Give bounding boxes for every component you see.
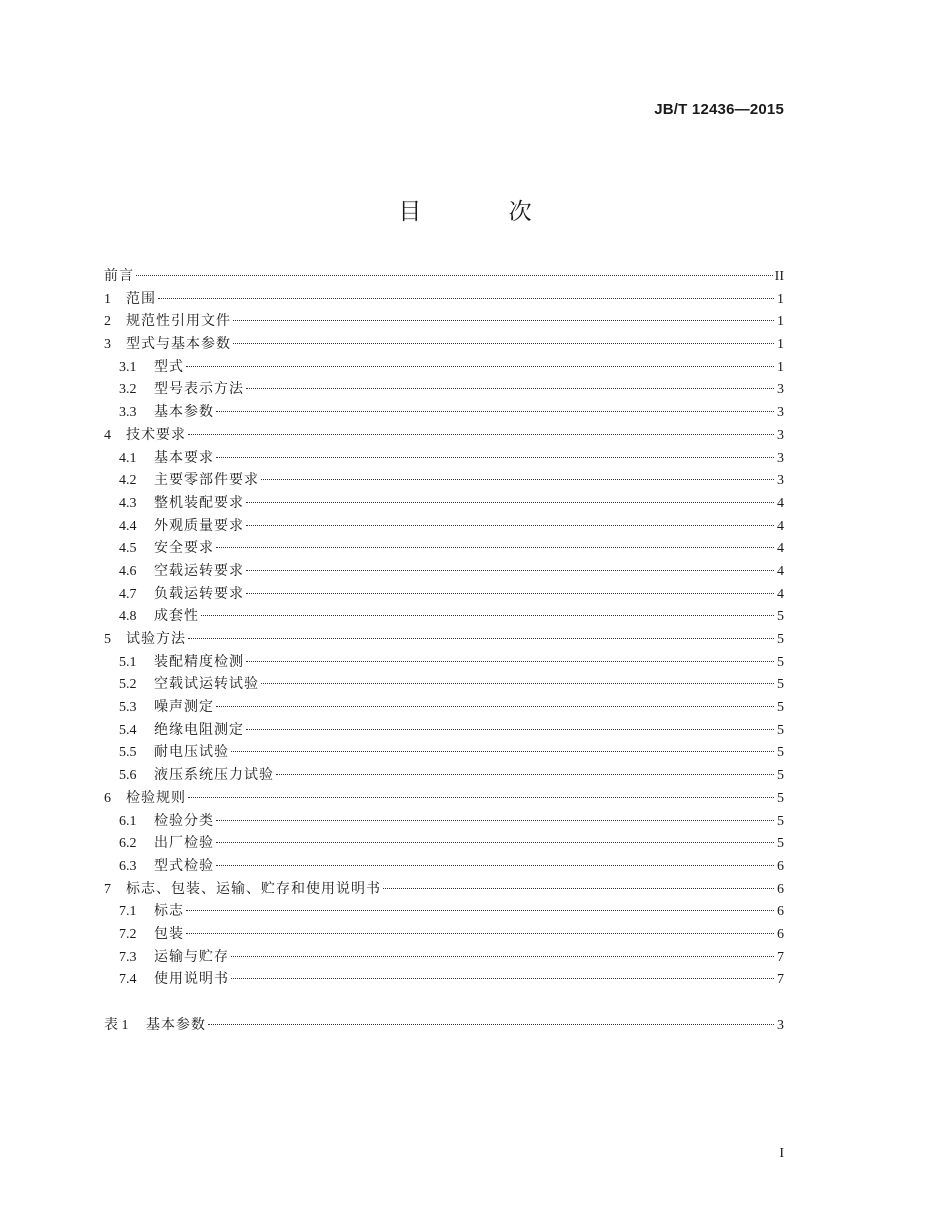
toc-entry[interactable] bbox=[104, 515, 784, 538]
toc-entry-page: 6 bbox=[777, 904, 784, 920]
toc-entry-label: 基本参数 bbox=[146, 1017, 206, 1033]
toc-entry-page: 1 bbox=[777, 337, 784, 353]
toc-entry-page: 1 bbox=[777, 291, 784, 307]
toc-entry-number: 6 bbox=[104, 790, 111, 806]
dot-leader bbox=[188, 637, 774, 639]
toc-entry-number: 4 bbox=[104, 427, 111, 443]
dot-leader bbox=[246, 387, 774, 389]
toc-entry-label: 装配精度检测 bbox=[154, 653, 244, 670]
toc-entry[interactable] bbox=[104, 560, 784, 583]
toc-entry-page: 7 bbox=[777, 949, 784, 965]
dot-leader bbox=[136, 274, 773, 276]
toc-entry-label: 试验方法 bbox=[126, 631, 186, 647]
toc-entry-label: 运输与贮存 bbox=[154, 948, 229, 965]
dot-leader bbox=[216, 841, 774, 843]
toc-entry-number: 5.5 bbox=[119, 745, 137, 761]
toc-entry-page: 4 bbox=[777, 495, 784, 511]
dot-leader bbox=[276, 773, 774, 775]
toc-entry-page: 5 bbox=[777, 677, 784, 693]
dot-leader bbox=[246, 592, 774, 594]
toc-entry[interactable] bbox=[104, 741, 784, 764]
toc-entry[interactable] bbox=[104, 628, 784, 651]
toc-entry-label: 型号表示方法 bbox=[154, 381, 244, 398]
dot-leader bbox=[261, 478, 774, 480]
toc-entry-label: 型式 bbox=[154, 358, 184, 375]
toc-entry[interactable] bbox=[104, 378, 784, 401]
toc-entry-label: 检验规则 bbox=[126, 789, 186, 806]
toc-entry-page: 5 bbox=[777, 609, 784, 625]
toc-entry-page: 6 bbox=[777, 858, 784, 874]
dot-leader bbox=[231, 955, 774, 957]
toc-entry-number: 5.4 bbox=[119, 722, 137, 738]
toc-entry-label: 检验分类 bbox=[154, 812, 214, 829]
toc-entry[interactable] bbox=[104, 696, 784, 719]
toc-entry[interactable] bbox=[104, 900, 784, 923]
toc-entry-page: 3 bbox=[777, 382, 784, 398]
dot-leader bbox=[233, 319, 774, 321]
dot-leader bbox=[186, 909, 774, 911]
toc-entry-number: 3 bbox=[104, 337, 111, 353]
toc-entry[interactable] bbox=[104, 855, 784, 878]
toc-entry-number: 5 bbox=[104, 632, 111, 647]
toc-entry-label: 空载运转要求 bbox=[154, 562, 244, 579]
toc-entry-page: 5 bbox=[777, 632, 784, 647]
toc-entry-number: 1 bbox=[104, 291, 111, 307]
toc-entry-label: 噪声测定 bbox=[154, 699, 214, 716]
toc-entry-number: 7.2 bbox=[119, 926, 137, 942]
dot-leader bbox=[216, 864, 774, 866]
toc-entry-page: 1 bbox=[777, 314, 784, 330]
dot-leader bbox=[383, 887, 774, 889]
toc-entry[interactable] bbox=[104, 832, 784, 855]
toc-entry-number: 4.8 bbox=[119, 609, 137, 625]
toc-entry-page: 3 bbox=[777, 427, 784, 443]
dot-leader bbox=[246, 501, 774, 503]
toc-entry-label: 基本参数 bbox=[154, 404, 214, 421]
toc-entry-label: 负载运转要求 bbox=[154, 585, 244, 602]
toc-entry-number: 5.3 bbox=[119, 700, 137, 716]
dot-leader bbox=[158, 297, 774, 299]
dot-leader bbox=[233, 342, 774, 344]
toc-entry-label: 技术要求 bbox=[126, 426, 186, 443]
toc-entry-page: 3 bbox=[777, 405, 784, 421]
toc-entry[interactable] bbox=[104, 356, 784, 379]
toc-entry-page: 5 bbox=[777, 836, 784, 852]
toc-entry-page: 5 bbox=[777, 654, 784, 670]
toc-entry-page: 4 bbox=[777, 518, 784, 534]
dot-leader bbox=[246, 569, 774, 571]
toc-entry[interactable] bbox=[104, 333, 784, 356]
dot-leader bbox=[186, 932, 774, 934]
toc-entry-page: 6 bbox=[777, 881, 784, 897]
dot-leader bbox=[216, 410, 774, 412]
toc-entry-label: 出厂检验 bbox=[154, 835, 214, 852]
page-title: 目 次 bbox=[398, 199, 572, 225]
toc-entry-number: 4.4 bbox=[119, 518, 137, 534]
toc-entry-number: 4.6 bbox=[119, 563, 137, 579]
toc-entry-number: 5.6 bbox=[119, 768, 137, 784]
dot-leader bbox=[186, 365, 774, 367]
page-number: I bbox=[779, 1146, 784, 1161]
toc-entry[interactable] bbox=[104, 447, 784, 470]
toc-entry[interactable] bbox=[104, 265, 784, 288]
toc-entry-number: 4.7 bbox=[119, 586, 137, 602]
toc-entry-number: 7.1 bbox=[119, 904, 137, 920]
toc-entry-page: 3 bbox=[777, 450, 784, 466]
toc-entry-number: 2 bbox=[104, 314, 111, 330]
dot-leader bbox=[231, 750, 774, 752]
toc-entry-label: 基本要求 bbox=[154, 449, 214, 466]
toc-entry[interactable] bbox=[104, 492, 784, 515]
toc-entry[interactable] bbox=[104, 923, 784, 946]
toc-entry-label: 耐电压试验 bbox=[154, 744, 229, 761]
toc-entry-label: 成套性 bbox=[154, 608, 199, 625]
toc-entry-page: 4 bbox=[777, 541, 784, 557]
toc-entry[interactable] bbox=[104, 878, 784, 901]
dot-leader bbox=[216, 546, 774, 548]
dot-leader bbox=[208, 1023, 774, 1025]
dot-leader bbox=[216, 456, 774, 458]
toc-entry-number: 4.5 bbox=[119, 541, 137, 557]
toc-entry-number: 7.4 bbox=[119, 972, 137, 988]
toc-entry-label: 型式与基本参数 bbox=[126, 336, 231, 353]
toc-entry-label: 标志 bbox=[154, 903, 184, 920]
standard-code: JB/T 12436—2015 bbox=[654, 101, 784, 118]
toc-entry-page: 5 bbox=[777, 813, 784, 829]
toc-entry-label: 范围 bbox=[126, 290, 156, 307]
toc-entry-page: 5 bbox=[777, 790, 784, 806]
toc-entry-number: 7 bbox=[104, 881, 111, 897]
toc-entry-page: 5 bbox=[777, 745, 784, 761]
toc-entry[interactable] bbox=[104, 673, 784, 696]
toc-entry[interactable] bbox=[104, 787, 784, 810]
toc-entry[interactable] bbox=[104, 469, 784, 492]
toc-entry[interactable] bbox=[104, 968, 784, 991]
toc-entry[interactable] bbox=[104, 310, 784, 333]
table-of-contents bbox=[104, 265, 784, 1037]
toc-entry-label: 主要零部件要求 bbox=[154, 472, 259, 489]
toc-entry-number: 表 1 bbox=[104, 1018, 129, 1033]
toc-entry-number: 7.3 bbox=[119, 949, 137, 965]
toc-entry[interactable] bbox=[104, 810, 784, 833]
toc-entry-number: 5.2 bbox=[119, 677, 137, 693]
toc-entry[interactable] bbox=[104, 764, 784, 787]
toc-entry[interactable] bbox=[104, 583, 784, 606]
toc-entry-label: 型式检验 bbox=[154, 857, 214, 874]
toc-entry-number: 6.3 bbox=[119, 858, 137, 874]
toc-entry-page: 7 bbox=[777, 972, 784, 988]
dot-leader bbox=[216, 705, 774, 707]
toc-entry-number: 4.1 bbox=[119, 450, 137, 466]
toc-entry[interactable] bbox=[104, 605, 784, 628]
toc-entry-page: 5 bbox=[777, 768, 784, 784]
toc-entry-page: 5 bbox=[777, 700, 784, 716]
toc-entry-number: 3.2 bbox=[119, 382, 137, 398]
dot-leader bbox=[188, 433, 774, 435]
toc-entry-number: 3.3 bbox=[119, 405, 137, 421]
toc-entry[interactable] bbox=[104, 288, 784, 311]
toc-entry-label: 使用说明书 bbox=[154, 971, 229, 988]
toc-entry-label: 前言 bbox=[104, 268, 134, 284]
dot-leader bbox=[231, 977, 774, 979]
toc-entry[interactable] bbox=[104, 424, 784, 447]
toc-entry[interactable] bbox=[104, 651, 784, 674]
toc-entry-label: 整机装配要求 bbox=[154, 494, 244, 511]
toc-entry-label: 液压系统压力试验 bbox=[154, 767, 274, 784]
toc-entry-label: 包装 bbox=[154, 925, 184, 942]
toc-entry-number: 6.1 bbox=[119, 813, 137, 829]
toc-entry-label: 安全要求 bbox=[154, 540, 214, 557]
toc-entry-page: 1 bbox=[777, 359, 784, 375]
toc-entry-label: 外观质量要求 bbox=[154, 517, 244, 534]
toc-entry-label: 规范性引用文件 bbox=[126, 313, 231, 330]
dot-leader bbox=[216, 819, 774, 821]
toc-entry-number: 5.1 bbox=[119, 654, 137, 670]
toc-entry-page: 4 bbox=[777, 563, 784, 579]
toc-entry-page: 5 bbox=[777, 722, 784, 738]
toc-entry-number: 3.1 bbox=[119, 359, 137, 375]
toc-entry-page: II bbox=[774, 269, 784, 284]
dot-leader bbox=[246, 524, 774, 526]
toc-entry-label: 标志、包装、运输、贮存和使用说明书 bbox=[126, 880, 381, 897]
toc-entry-page: 6 bbox=[777, 926, 784, 942]
toc-entry-number: 4.3 bbox=[119, 495, 137, 511]
toc-entry[interactable] bbox=[104, 401, 784, 424]
toc-entry[interactable] bbox=[104, 537, 784, 560]
toc-entry[interactable] bbox=[104, 719, 784, 742]
dot-leader bbox=[188, 796, 774, 798]
toc-entry-page: 3 bbox=[777, 473, 784, 489]
toc-entry-number: 4.2 bbox=[119, 473, 137, 489]
toc-entry-label: 空载试运转试验 bbox=[154, 676, 259, 693]
dot-leader bbox=[246, 728, 774, 730]
dot-leader bbox=[246, 660, 774, 662]
toc-entry[interactable] bbox=[104, 1014, 784, 1037]
toc-entry-number: 6.2 bbox=[119, 836, 137, 852]
dot-leader bbox=[261, 682, 774, 684]
toc-entry-label: 绝缘电阻测定 bbox=[154, 721, 244, 738]
toc-entry[interactable] bbox=[104, 946, 784, 969]
toc-entry-page: 4 bbox=[777, 586, 784, 602]
dot-leader bbox=[201, 614, 774, 616]
toc-entry-page: 3 bbox=[777, 1018, 784, 1033]
